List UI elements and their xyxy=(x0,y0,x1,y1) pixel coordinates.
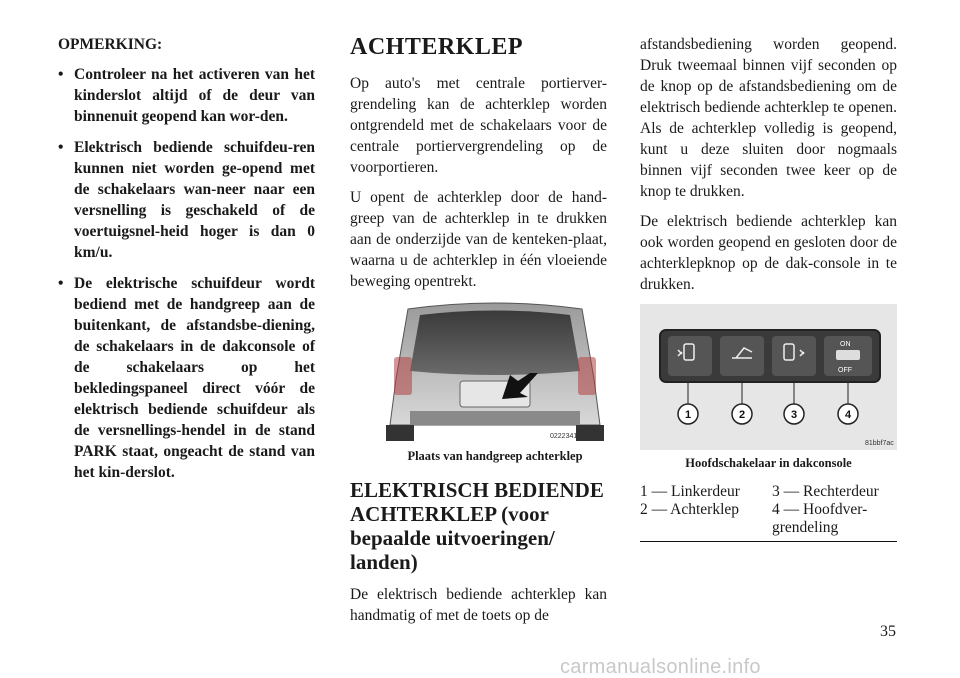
legend-item: 2 — Achterklep xyxy=(640,501,740,518)
paragraph: U opent de achterklep door de hand-greep van de achterklep in te drukken aan de onderzijde van de kenteken-plaat, waarna u de achterklep in één vloeiende beweging opentrekt. xyxy=(350,189,607,290)
figure-caption: Plaats van handgreep achterklep xyxy=(407,449,583,463)
callout-4: 4 xyxy=(844,409,852,421)
column-right xyxy=(640,34,897,542)
paragraph: Op auto's met centrale portierver-grendeling kan de achterklep worden ontgrendeld met de schakelaars voor de centrale portiervergrendeling op de voorportieren. xyxy=(350,75,607,176)
paragraph: De elektrisch bediende achterklep kan ook worden geopend en gesloten door de achterklepknop op de dak-console in te drukken. xyxy=(640,213,897,293)
overhead-console-figure xyxy=(640,304,897,450)
legend-rule xyxy=(640,541,897,542)
note-heading: OPMERKING: xyxy=(58,36,163,53)
tailgate-handle-figure xyxy=(380,301,610,443)
figure-caption: Hoofdschakelaar in dakconsole xyxy=(685,456,852,470)
section-title: ACHTERKLEP xyxy=(350,34,524,60)
figure-legend xyxy=(640,483,897,537)
column-left xyxy=(58,36,315,493)
page-number: 35 xyxy=(880,623,896,640)
callout-3: 3 xyxy=(790,409,798,421)
note-bullet: • Elektrisch bediende schuifdeu-ren kunnen niet worden ge-opend met de schakelaars wan-neer naar een versnelling is geschakeld of de voertuigsnel-heid hoger is dan 0 km/u. xyxy=(58,137,315,263)
off-label: OFF xyxy=(838,367,852,374)
figure-code: 81bbf7ac xyxy=(865,440,894,447)
paragraph: De elektrisch bediende achterklep kan handmatig of met de toets op de xyxy=(350,586,607,624)
legend-item: 4 — Hoofdver-grendeling xyxy=(772,501,868,536)
minivan-rear-illustration xyxy=(380,301,610,443)
callout-2: 2 xyxy=(738,409,746,421)
note-bullet: • Controleer na het activeren van het kinderslot altijd of de deur van binnenuit geopend kan wor-den. xyxy=(58,64,315,127)
overhead-console-illustration xyxy=(640,304,897,450)
note-bullet: • De elektrische schuifdeur wordt bediend met de handgreep aan de buitenkant, de afstandsbe-diening, de schakelaars in de dakconsole of de schakelaars op het bekledingspaneel direct vóór de elektrisch bediende schuifdeur als de versnellings-hendel in de stand PARK staat, ongeacht de stand van het kin-derslot. xyxy=(58,273,315,483)
legend-item: 3 — Rechterdeur xyxy=(772,483,879,500)
subsection-title: ELEKTRISCH BEDIENDE ACHTERKLEP (voor bepaalde uitvoeringen/ landen) xyxy=(350,478,604,574)
legend-item: 1 — Linkerdeur xyxy=(640,483,740,500)
master-lock-icon xyxy=(836,350,860,360)
figure-code: 022234174 xyxy=(550,433,586,440)
note-bullet-list xyxy=(58,64,315,483)
watermark: carmanualsonline.info xyxy=(560,656,761,678)
paragraph: afstandsbediening worden geopend. Druk tweemaal binnen vijf seconden op de knop op de afstandsbediening om de elektrisch bediende achterklep te openen. Als de achterklep volledig is geopend, kunt u deze sluiten door nogmaals binnen vijf seconden twee keer op de knop te drukken. xyxy=(640,36,897,200)
column-middle xyxy=(350,34,607,635)
on-label: ON xyxy=(840,341,851,348)
callout-1: 1 xyxy=(684,409,692,421)
